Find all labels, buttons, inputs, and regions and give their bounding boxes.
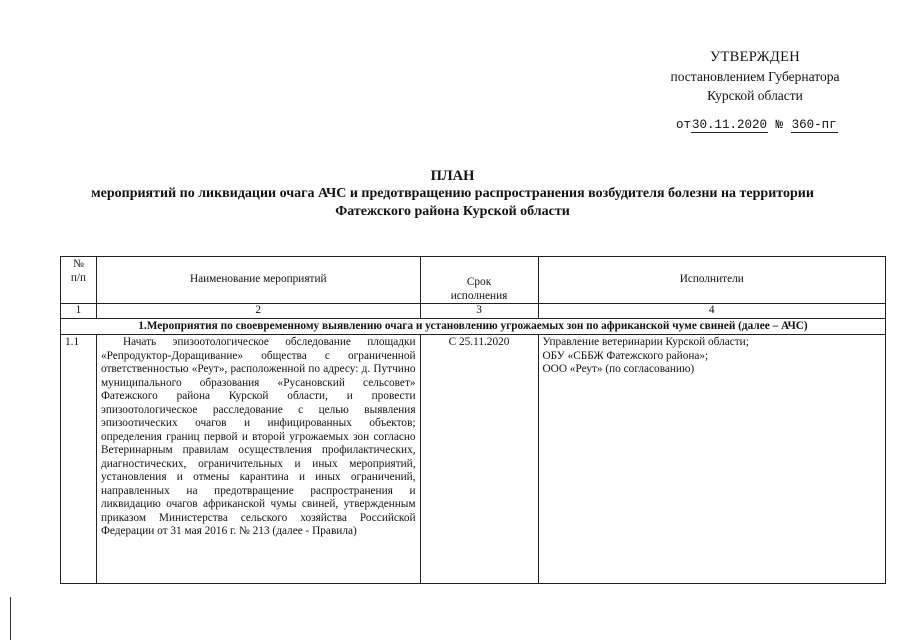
title-subtitle-1: мероприятий по ликвидации очага АЧС и предотвращению распространения возбудителя болезни на территории bbox=[91, 186, 814, 201]
decree-number: 360-пг bbox=[791, 118, 837, 132]
approval-stamp bbox=[630, 48, 880, 105]
executor-item: ООО «Реут» (по согласованию) bbox=[542, 363, 695, 375]
table-row bbox=[61, 335, 886, 584]
document-title bbox=[30, 167, 875, 221]
column-number-row bbox=[61, 304, 886, 319]
column-number: 1 bbox=[61, 304, 97, 319]
column-number: 3 bbox=[420, 304, 538, 319]
row-description-text: Начать эпизоотологическое обследование площадки «Репродуктор-Доращивание» общества с ограниченной ответственностью «Реут», расположенной по адресу: д. Путчино муниципального образования «Русановский сельсовет» Фатежского района Курской области, и провести эпизоотологическое расследование с целью выявления эпизоотических очагов и инфицированных объектов; определения границ первой и второй угрожаемых зон согласно Ветеринарным правилам осуществления профилактических, диагностических, ограничительных и иных мероприятий, установления и отмены карантина и иных ограничений, направленных на предотвращение распространения и ликвидацию очагов африканской чумы свиней, утвержденным приказом Министерства сельского хозяйства Российской Федерации от 31 мая 2016 г. № 213 (далее - Правила) bbox=[100, 336, 416, 537]
row-description bbox=[96, 335, 420, 584]
table-header-row bbox=[61, 257, 886, 304]
header-executors: Исполнители bbox=[538, 257, 886, 304]
header-name: Наименование мероприятий bbox=[96, 257, 420, 304]
approval-line-1: постановлением Губернатора bbox=[670, 69, 840, 84]
decree-from-label: от bbox=[676, 118, 692, 132]
column-number: 4 bbox=[538, 304, 886, 319]
header-number bbox=[61, 257, 97, 304]
decree-reference bbox=[676, 118, 838, 132]
header-deadline-text: Срок исполнения bbox=[450, 276, 508, 302]
row-number: 1.1 bbox=[61, 335, 97, 584]
approval-heading: УТВЕРЖДЕН bbox=[709, 49, 801, 65]
title-subtitle-2: Фатежского района Курской области bbox=[335, 204, 570, 219]
executor-item: ОБУ «СББЖ Фатежского района»; bbox=[542, 349, 709, 362]
header-number-text: № п/п bbox=[70, 258, 87, 284]
decree-date: 30.11.2020 bbox=[692, 118, 768, 132]
section-row bbox=[61, 318, 886, 335]
section-title: 1.Мероприятия по своевременному выявлению очага и установлению угрожаемых зон по африканской чуме свиней (далее – АЧС) bbox=[61, 318, 886, 335]
row-deadline: С 25.11.2020 bbox=[420, 335, 538, 584]
row-executors bbox=[538, 335, 886, 584]
executor-item: Управление ветеринарии Курской области; bbox=[542, 336, 749, 348]
title-heading: ПЛАН bbox=[430, 168, 475, 184]
decree-number-label: № bbox=[775, 118, 784, 132]
scan-edge-line bbox=[10, 597, 11, 640]
header-deadline bbox=[420, 257, 538, 304]
approval-line-2: Курской области bbox=[707, 88, 803, 103]
plan-table bbox=[60, 256, 886, 584]
column-number: 2 bbox=[96, 304, 420, 319]
